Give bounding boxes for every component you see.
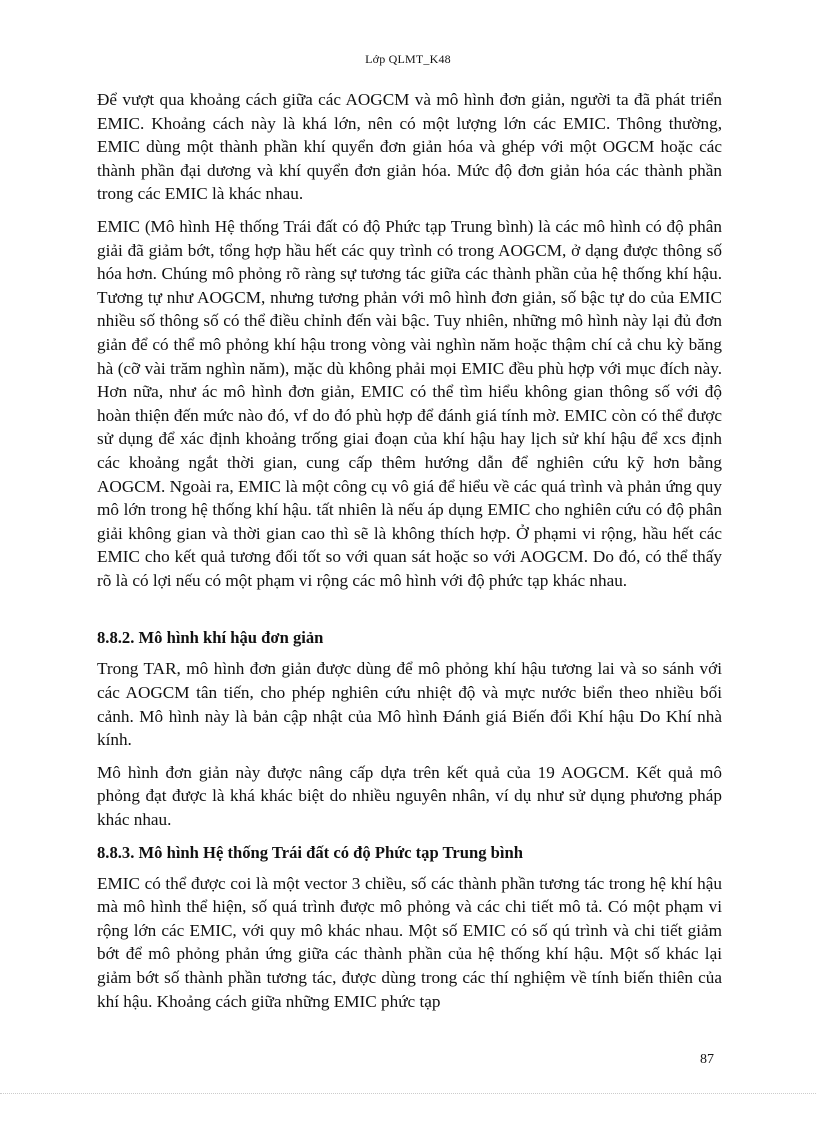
- page-number: 87: [700, 1052, 714, 1067]
- page-header: Lớp QLMT_K48: [365, 52, 451, 66]
- footer-divider: [0, 1093, 816, 1094]
- paragraph-intro-2: EMIC (Mô hình Hệ thống Trái đất có độ Phức tạp Trung bình) là các mô hình có độ phân giải đã giảm bớt, tổng hợp hầu hết các quy trình có trong AOGCM, ở dạng được thông số hóa hơn. Chúng mô phỏng rõ ràng sự tương tác giữa các thành phần của hệ thống khí hậu. Tương tự như AOGCM, nhưng tương phản với mô hình đơn giản, số bậc tự do của EMIC nhiều số thông số có thể điều chỉnh đến vài bậc. Tuy nhiên, những mô hình này lại đủ đơn giản để có thể mô phỏng khí hậu trong vòng vài nghìn năm hoặc thậm chí cả chu kỳ băng hà (cỡ vài trăm nghìn năm), mặc dù không phải mọi EMIC đều phù hợp với mục đích này. Hơn nữa, như ác mô hình đơn giản, EMIC có thể tìm hiểu không gian thông số với độ hoàn thiện đến mức nào đó, vf do đó phù hợp để đánh giá tính mờ. EMIC còn có thể được sử dụng để xác định khoảng trống giai đoạn của khí hậu hay lịch sử khí hậu để xcs định các khoảng ngắt thời gian, cung cấp thêm hướng dẫn để nghiên cứu kỹ hơn bằng AOGCM. Ngoài ra, EMIC là một công cụ vô giá để hiểu về các quá trình và phản ứng quy mô lớn trong hệ thống khí hậu. tất nhiên là nếu áp dụng EMIC cho nghiên cứu có độ phân giải không gian và thời gian cao thì sẽ là không thích hợp. Ở phạmi vi rộng, hầu hết các EMIC cho kết quả tương đối tốt so với quan sát hoặc so với AOGCM. Do đó, có thể thấy rõ là có lợi nếu có một phạm vi rộng các mô hình với độ phức tạp khác nhau.: [97, 216, 722, 590]
- page-content: [97, 88, 722, 1022]
- paragraph-intro-1: Để vượt qua khoảng cách giữa các AOGCM và mô hình đơn giản, người ta đã phát triển EMIC. Khoảng cách này là khá lớn, nên có một lượng lớn các EMIC. Thông thường, EMIC dùng một thành phần khí quyển đơn giản hóa và ghép với một OGCM hoặc các thành phần đại dương và khí quyển đơn giản hóa. Mức độ đơn giản hóa các thành phần trong các EMIC là khác nhau.: [97, 90, 722, 204]
- section-heading-883: 8.8.3. Mô hình Hệ thống Trái đất có độ Phức tạp Trung bình: [97, 842, 523, 862]
- section-heading-882: 8.8.2. Mô hình khí hậu đơn giản: [97, 628, 324, 648]
- paragraph-882-1: Trong TAR, mô hình đơn giản được dùng để mô phỏng khí hậu tương lai và so sánh với các AOGCM tân tiến, cho phép nghiên cứu nhiệt độ và mực nước biển theo nhiều bối cảnh. Mô hình này là bản cập nhật của Mô hình Đánh giá Biến đổi Khí hậu Do Khí nhà kính.: [97, 659, 722, 750]
- paragraph-883-1: EMIC có thể được coi là một vector 3 chiều, số các thành phần tương tác trong hệ khí hậu mà mô hình thể hiện, số quá trình được mô phỏng và các chi tiết mô tả. Có một phạm vi rộng lớn các EMIC, với quy mô khác nhau. Một số EMIC có số qú trình và chi tiết giảm bớt để mô phỏng phản ứng giữa các thành phần của hệ thống khí hậu. Một số khác lại giảm bớt số thành phần tương tác, được dùng trong các thí nghiệm về tính biến thiên của khí hậu. Khoảng cách giữa những EMIC phức tạp: [97, 873, 722, 1011]
- paragraph-882-2: Mô hình đơn giản này được nâng cấp dựa trên kết quả của 19 AOGCM. Kết quả mô phỏng đạt được là khá khác biệt do nhiều nguyên nhân, ví dụ như sử dụng phương pháp khác nhau.: [97, 762, 722, 830]
